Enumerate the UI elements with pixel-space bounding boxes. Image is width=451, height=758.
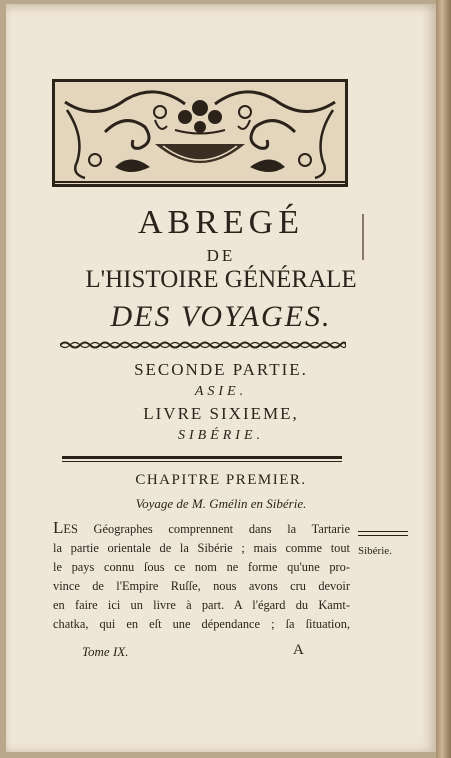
body-paragraph xyxy=(53,518,350,634)
body-line: la partie orientale de la Sibérie ; mais comme tout xyxy=(53,541,350,555)
title-abrege: ABREGÉ xyxy=(138,204,304,241)
body-line: LES Géographes comprennent dans la Tartarie xyxy=(53,518,350,537)
chapter-subtitle: Voyage de M. Gmélin en Sibérie. xyxy=(135,496,307,511)
body-line: vince de l'Empire Ruſſe, nous avons cru devoir xyxy=(53,579,350,593)
wavy-divider-icon xyxy=(60,340,346,350)
headpiece-ornament xyxy=(52,79,348,187)
book-page xyxy=(6,4,436,752)
title-de: DE xyxy=(206,246,236,265)
part-livre: LIVRE SIXIEME, xyxy=(143,404,299,423)
body-line: en faire ici un livre à part. A l'égard du Kamt- xyxy=(53,598,350,612)
chapter-rule-thin xyxy=(62,461,342,462)
part-seconde: SECONDE PARTIE. xyxy=(134,360,308,379)
chapter-heading: CHAPITRE PREMIER. xyxy=(135,472,307,488)
part-siberie: SIBÉRIE. xyxy=(177,428,265,443)
ornament-engraving-icon xyxy=(55,82,345,184)
body-line: le pays connu ſous ce nom ne forme qu'une pro- xyxy=(53,560,350,574)
margin-note: Sibérie. xyxy=(358,545,392,557)
title-des-voyages: DES VOYAGES. xyxy=(110,300,332,333)
margin-rule-bottom xyxy=(358,535,408,536)
page-edge xyxy=(436,0,451,758)
body-line: chatka, qui en eſt une dépendance ; ſa ſituation, xyxy=(53,617,350,631)
margin-rule-top xyxy=(358,531,408,532)
tome-label: Tome IX. xyxy=(82,644,129,659)
signature-mark: A xyxy=(293,642,304,658)
title-histoire-generale: L'HISTOIRE GÉNÉRALE xyxy=(85,266,357,293)
chapter-rule-thick xyxy=(62,456,342,459)
part-asie: ASIE. xyxy=(194,384,248,399)
